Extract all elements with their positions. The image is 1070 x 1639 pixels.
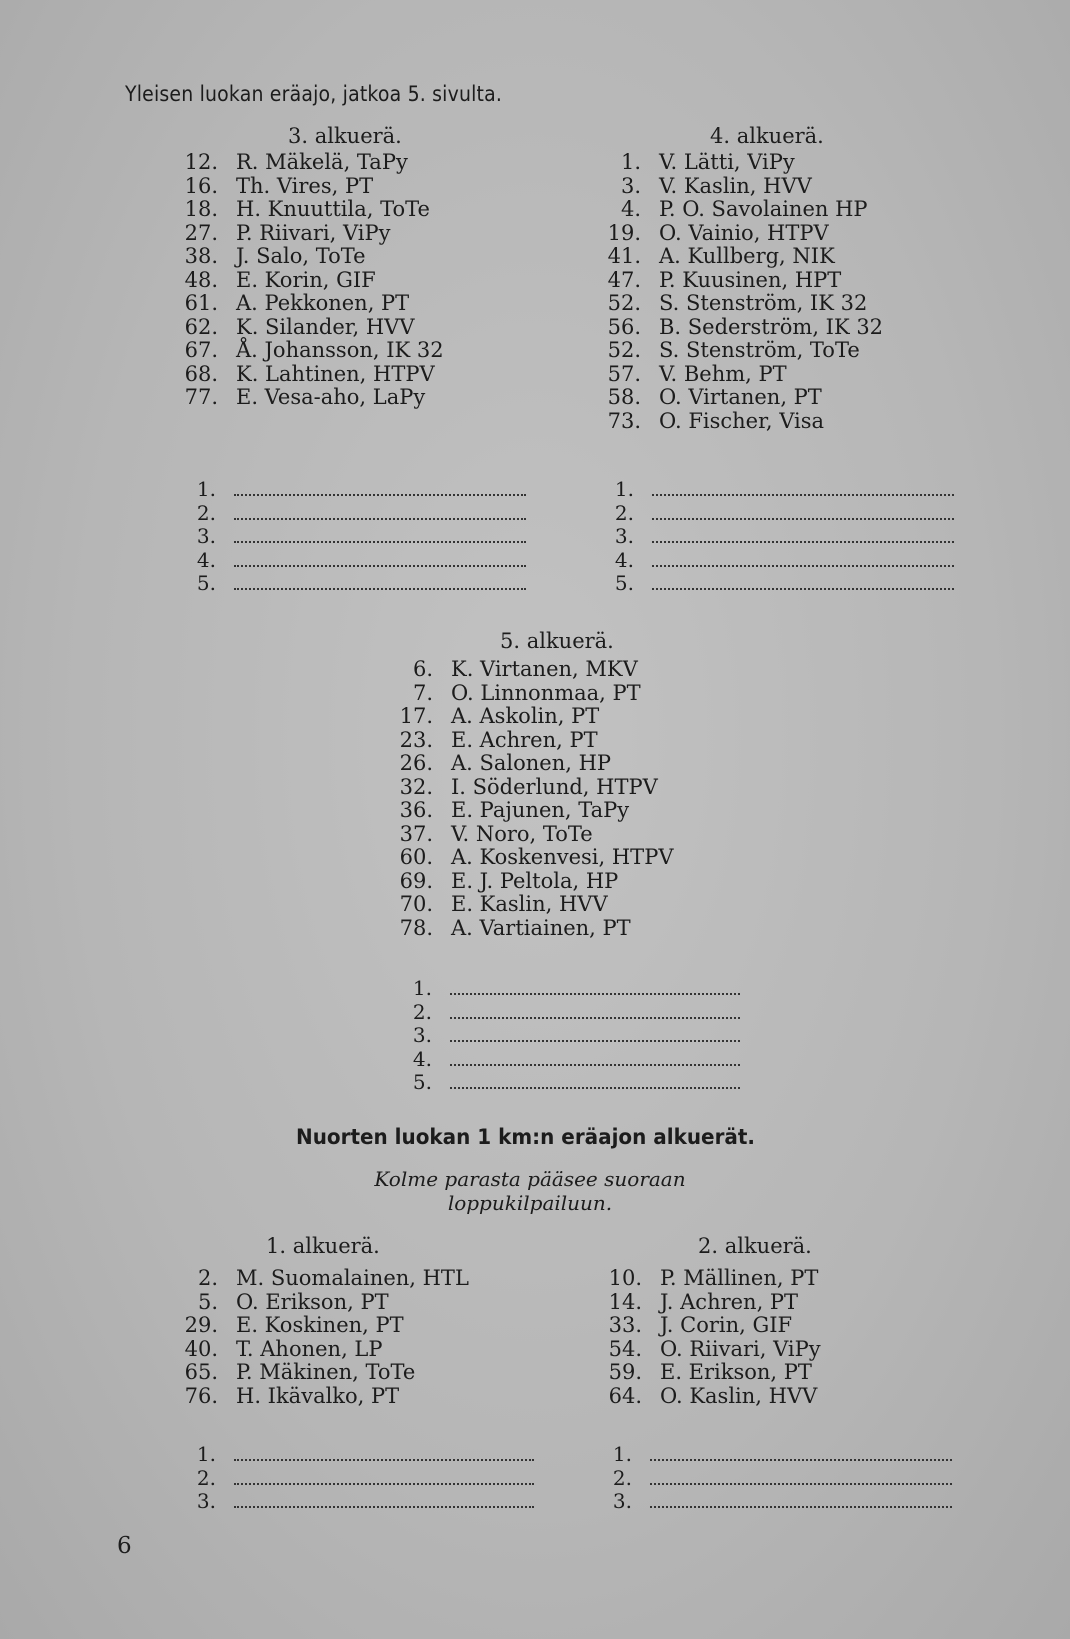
entry-name: O. Riivari, ViPy	[660, 1336, 821, 1361]
fill-in-dotted-line	[450, 1049, 740, 1066]
result-line	[190, 549, 526, 573]
fill-in-dotted-line	[234, 573, 526, 590]
entry-number: 14.	[608, 1289, 642, 1314]
heat5-title: 5. alkuerä.	[500, 629, 614, 653]
entry-row	[180, 1385, 469, 1409]
entry-number: 54.	[608, 1336, 642, 1361]
place-number: 1.	[612, 1442, 632, 1466]
fill-in-dotted-line	[650, 1444, 952, 1461]
entry-number: 73.	[607, 408, 641, 433]
youth-heat1-results	[190, 1443, 534, 1514]
entry-name: B. Sederström, IK 32	[659, 314, 884, 339]
result-line	[398, 977, 740, 1001]
fill-in-dotted-line	[652, 526, 954, 543]
result-line	[398, 1001, 740, 1025]
entry-name: S. Stenström, ToTe	[659, 338, 860, 362]
entry-row	[603, 316, 883, 340]
entry-row	[182, 363, 444, 387]
page-header: Yleisen luokan eräajo, jatkoa 5. sivulta.	[125, 82, 503, 106]
result-line	[608, 572, 954, 596]
entry-name: E. Koskinen, PT	[236, 1313, 404, 1337]
result-line	[398, 1048, 740, 1072]
heat5-results	[398, 977, 740, 1095]
fill-in-dotted-line	[652, 479, 954, 496]
entry-number: 27.	[184, 220, 218, 245]
entry-row	[603, 363, 883, 387]
entry-name: S. Stenström, IK 32	[659, 291, 868, 315]
place-number: 2.	[196, 500, 216, 525]
entry-number: 77.	[184, 385, 218, 409]
entry-row	[395, 799, 674, 823]
youth-heat1-title: 1. alkuerä.	[266, 1234, 380, 1258]
fill-in-dotted-line	[234, 479, 526, 496]
entry-name: E. Pajunen, TaPy	[451, 798, 630, 822]
result-line	[190, 502, 526, 526]
fill-in-dotted-line	[450, 1025, 740, 1042]
entry-number: 4.	[620, 197, 641, 221]
entry-name: Th. Vires, PT	[236, 173, 374, 198]
fill-in-dotted-line	[234, 503, 526, 520]
entry-row	[395, 917, 674, 941]
entry-number: 61.	[184, 291, 218, 315]
entry-name: I. Söderlund, HTPV	[451, 774, 658, 799]
youth-heat2-results	[606, 1443, 952, 1514]
youth-note-line1: Kolme parasta pääsee suoraan	[374, 1167, 686, 1191]
entry-name: A. Vartiainen, PT	[451, 915, 631, 940]
entry-number: 56.	[607, 314, 641, 339]
entry-row	[603, 410, 883, 434]
entry-number: 36.	[399, 798, 433, 822]
entry-row	[604, 1361, 821, 1385]
entry-row	[395, 823, 674, 847]
entry-name: P. O. Savolainen HP	[659, 197, 868, 221]
entry-row	[395, 846, 674, 870]
result-line	[608, 549, 954, 573]
entry-name: A. Koskenvesi, HTPV	[451, 845, 674, 869]
entry-row	[604, 1267, 821, 1291]
entry-name: P. Mäkinen, ToTe	[236, 1360, 416, 1384]
entry-row	[182, 198, 444, 222]
place-number: 3.	[196, 524, 216, 548]
entry-row	[182, 316, 444, 340]
entry-number: 10.	[608, 1266, 642, 1290]
fill-in-dotted-line	[234, 1491, 534, 1508]
entry-row	[603, 198, 883, 222]
entry-number: 59.	[608, 1360, 642, 1384]
entry-name: P. Mällinen, PT	[660, 1266, 819, 1290]
youth-heat2-title: 2. alkuerä.	[698, 1234, 812, 1258]
entry-name: O. Vainio, HTPV	[659, 220, 829, 245]
entry-name: K. Virtanen, MKV	[451, 657, 638, 681]
place-number: 1.	[196, 477, 216, 501]
entry-name: E. Korin, GIF	[236, 267, 376, 292]
fill-in-dotted-line	[234, 1468, 534, 1485]
entry-row	[182, 222, 444, 246]
result-line	[606, 1443, 952, 1467]
entry-number: 29.	[184, 1313, 218, 1337]
heat4-results	[608, 478, 954, 596]
fill-in-dotted-line	[450, 1002, 740, 1019]
entry-row	[182, 292, 444, 316]
entry-row	[182, 245, 444, 269]
entry-name: A. Salonen, HP	[451, 751, 612, 775]
entry-row	[395, 705, 674, 729]
entry-name: V. Behm, PT	[659, 361, 787, 386]
entry-number: 40.	[184, 1336, 218, 1361]
result-line	[190, 1467, 534, 1491]
entry-name: V. Kaslin, HVV	[659, 173, 812, 198]
entry-number: 48.	[184, 267, 218, 292]
entry-row	[603, 339, 883, 363]
entry-row	[603, 151, 883, 175]
result-line	[398, 1024, 740, 1048]
entry-name: O. Erikson, PT	[236, 1289, 389, 1314]
entry-name: A. Kullberg, NIK	[659, 244, 835, 268]
youth-heat1-entries	[180, 1267, 469, 1408]
place-number: 5.	[196, 571, 216, 595]
entry-name: P. Riivari, ViPy	[236, 220, 391, 245]
entry-number: 65.	[184, 1360, 218, 1384]
place-number: 4.	[614, 547, 634, 572]
place-number: 4.	[196, 547, 216, 572]
entry-row	[604, 1385, 821, 1409]
fill-in-dotted-line	[234, 1444, 534, 1461]
result-line	[606, 1490, 952, 1514]
place-number: 1.	[412, 976, 432, 1000]
entry-number: 52.	[607, 291, 641, 315]
result-line	[606, 1467, 952, 1491]
entry-number: 67.	[184, 338, 218, 362]
entry-row	[395, 870, 674, 894]
entry-row	[603, 386, 883, 410]
entry-number: 32.	[399, 774, 433, 799]
youth-heat2-entries	[604, 1267, 821, 1408]
entry-number: 3.	[620, 173, 641, 198]
entry-row	[180, 1267, 469, 1291]
entry-row	[395, 893, 674, 917]
result-line	[190, 572, 526, 596]
place-number: 4.	[412, 1046, 432, 1071]
entry-number: 5.	[197, 1289, 218, 1314]
fill-in-dotted-line	[450, 1072, 740, 1089]
entry-row	[604, 1314, 821, 1338]
entry-row	[395, 729, 674, 753]
entry-name: R. Mäkelä, TaPy	[236, 150, 408, 174]
entry-name: K. Silander, HVV	[236, 314, 415, 339]
entry-number: 1.	[620, 150, 641, 174]
place-number: 3.	[614, 524, 634, 548]
entry-name: K. Lahtinen, HTPV	[236, 361, 435, 386]
entry-name: J. Salo, ToTe	[236, 244, 366, 268]
entry-row	[182, 339, 444, 363]
place-number: 2.	[196, 1465, 216, 1490]
result-line	[608, 478, 954, 502]
entry-row	[603, 245, 883, 269]
place-number: 2.	[614, 500, 634, 525]
entry-row	[604, 1338, 821, 1362]
entry-name: E. Achren, PT	[451, 727, 598, 752]
entry-row	[603, 269, 883, 293]
fill-in-dotted-line	[652, 503, 954, 520]
place-number: 5.	[412, 1070, 432, 1094]
entry-number: 41.	[607, 244, 641, 268]
entry-number: 62.	[184, 314, 218, 339]
entry-name: T. Ahonen, LP	[236, 1336, 383, 1361]
page-number: 6	[117, 1533, 132, 1559]
entry-row	[603, 222, 883, 246]
entry-row	[604, 1291, 821, 1315]
fill-in-dotted-line	[650, 1491, 952, 1508]
entry-number: 16.	[184, 173, 218, 198]
place-number: 3.	[612, 1489, 632, 1513]
fill-in-dotted-line	[652, 573, 954, 590]
entry-name: V. Lätti, ViPy	[659, 150, 795, 174]
entry-row	[603, 175, 883, 199]
entry-row	[182, 386, 444, 410]
entry-row	[180, 1338, 469, 1362]
entry-name: O. Fischer, Visa	[659, 408, 825, 433]
place-number: 1.	[196, 1442, 216, 1466]
fill-in-dotted-line	[234, 526, 526, 543]
result-line	[398, 1071, 740, 1095]
entry-number: 70.	[399, 892, 433, 916]
entry-number: 38.	[184, 244, 218, 268]
result-line	[608, 502, 954, 526]
entry-number: 60.	[399, 845, 433, 869]
heat3-title: 3. alkuerä.	[288, 124, 402, 148]
entry-row	[182, 269, 444, 293]
entry-row	[395, 776, 674, 800]
heat4-entries	[603, 151, 883, 433]
entry-row	[603, 292, 883, 316]
entry-row	[180, 1361, 469, 1385]
entry-number: 6.	[412, 657, 433, 681]
place-number: 2.	[412, 999, 432, 1024]
heat3-results	[190, 478, 526, 596]
entry-number: 76.	[184, 1383, 218, 1408]
entry-name: E. Kaslin, HVV	[451, 892, 608, 916]
fill-in-dotted-line	[650, 1468, 952, 1485]
entry-number: 78.	[399, 915, 433, 940]
entry-number: 26.	[399, 751, 433, 775]
entry-row	[395, 682, 674, 706]
place-number: 1.	[614, 477, 634, 501]
entry-number: 57.	[607, 361, 641, 386]
entry-name: O. Linnonmaa, PT	[451, 680, 641, 705]
heat5-entries	[395, 658, 674, 940]
entry-number: 18.	[184, 197, 218, 221]
place-number: 3.	[196, 1489, 216, 1513]
place-number: 5.	[614, 571, 634, 595]
entry-number: 2.	[197, 1266, 218, 1290]
entry-number: 47.	[607, 267, 641, 292]
place-number: 2.	[612, 1465, 632, 1490]
entry-number: 64.	[608, 1383, 642, 1408]
entry-row	[395, 658, 674, 682]
heat3-entries	[182, 151, 444, 410]
youth-note-line2: loppukilpailuun.	[447, 1191, 613, 1215]
place-number: 3.	[412, 1023, 432, 1047]
entry-name: O. Virtanen, PT	[659, 385, 822, 409]
result-line	[608, 525, 954, 549]
fill-in-dotted-line	[450, 978, 740, 995]
entry-number: 19.	[607, 220, 641, 245]
entry-number: 17.	[399, 704, 433, 728]
entry-name: P. Kuusinen, HPT	[659, 267, 842, 292]
entry-name: H. Ikävalko, PT	[236, 1383, 400, 1408]
entry-name: A. Pekkonen, PT	[236, 291, 410, 315]
entry-name: H. Knuuttila, ToTe	[236, 197, 430, 221]
entry-number: 37.	[399, 821, 433, 846]
entry-name: M. Suomalainen, HTL	[236, 1266, 469, 1290]
entry-name: E. Erikson, PT	[660, 1360, 812, 1384]
fill-in-dotted-line	[234, 550, 526, 567]
entry-name: V. Noro, ToTe	[451, 821, 593, 846]
entry-row	[180, 1291, 469, 1315]
entry-number: 58.	[607, 385, 641, 409]
heat4-title: 4. alkuerä.	[710, 124, 824, 148]
entry-number: 68.	[184, 361, 218, 386]
entry-name: O. Kaslin, HVV	[660, 1383, 818, 1408]
entry-row	[180, 1314, 469, 1338]
entry-name: A. Askolin, PT	[451, 704, 600, 728]
entry-name: E. J. Peltola, HP	[451, 868, 619, 893]
result-line	[190, 1443, 534, 1467]
result-line	[190, 1490, 534, 1514]
entry-name: J. Corin, GIF	[660, 1313, 793, 1337]
result-line	[190, 478, 526, 502]
entry-row	[395, 752, 674, 776]
entry-number: 12.	[184, 150, 218, 174]
entry-name: J. Achren, PT	[660, 1289, 799, 1314]
entry-number: 23.	[399, 727, 433, 752]
entry-number: 52.	[607, 338, 641, 362]
entry-number: 7.	[412, 680, 433, 705]
youth-section-title: Nuorten luokan 1 km:n eräajon alkuerät.	[296, 1125, 755, 1149]
youth-note	[300, 1167, 760, 1215]
entry-number: 33.	[608, 1313, 642, 1337]
result-line	[190, 525, 526, 549]
entry-row	[182, 151, 444, 175]
entry-number: 69.	[399, 868, 433, 893]
entry-name: Å. Johansson, IK 32	[236, 338, 444, 362]
entry-name: E. Vesa-aho, LaPy	[236, 385, 426, 409]
fill-in-dotted-line	[652, 550, 954, 567]
entry-row	[182, 175, 444, 199]
